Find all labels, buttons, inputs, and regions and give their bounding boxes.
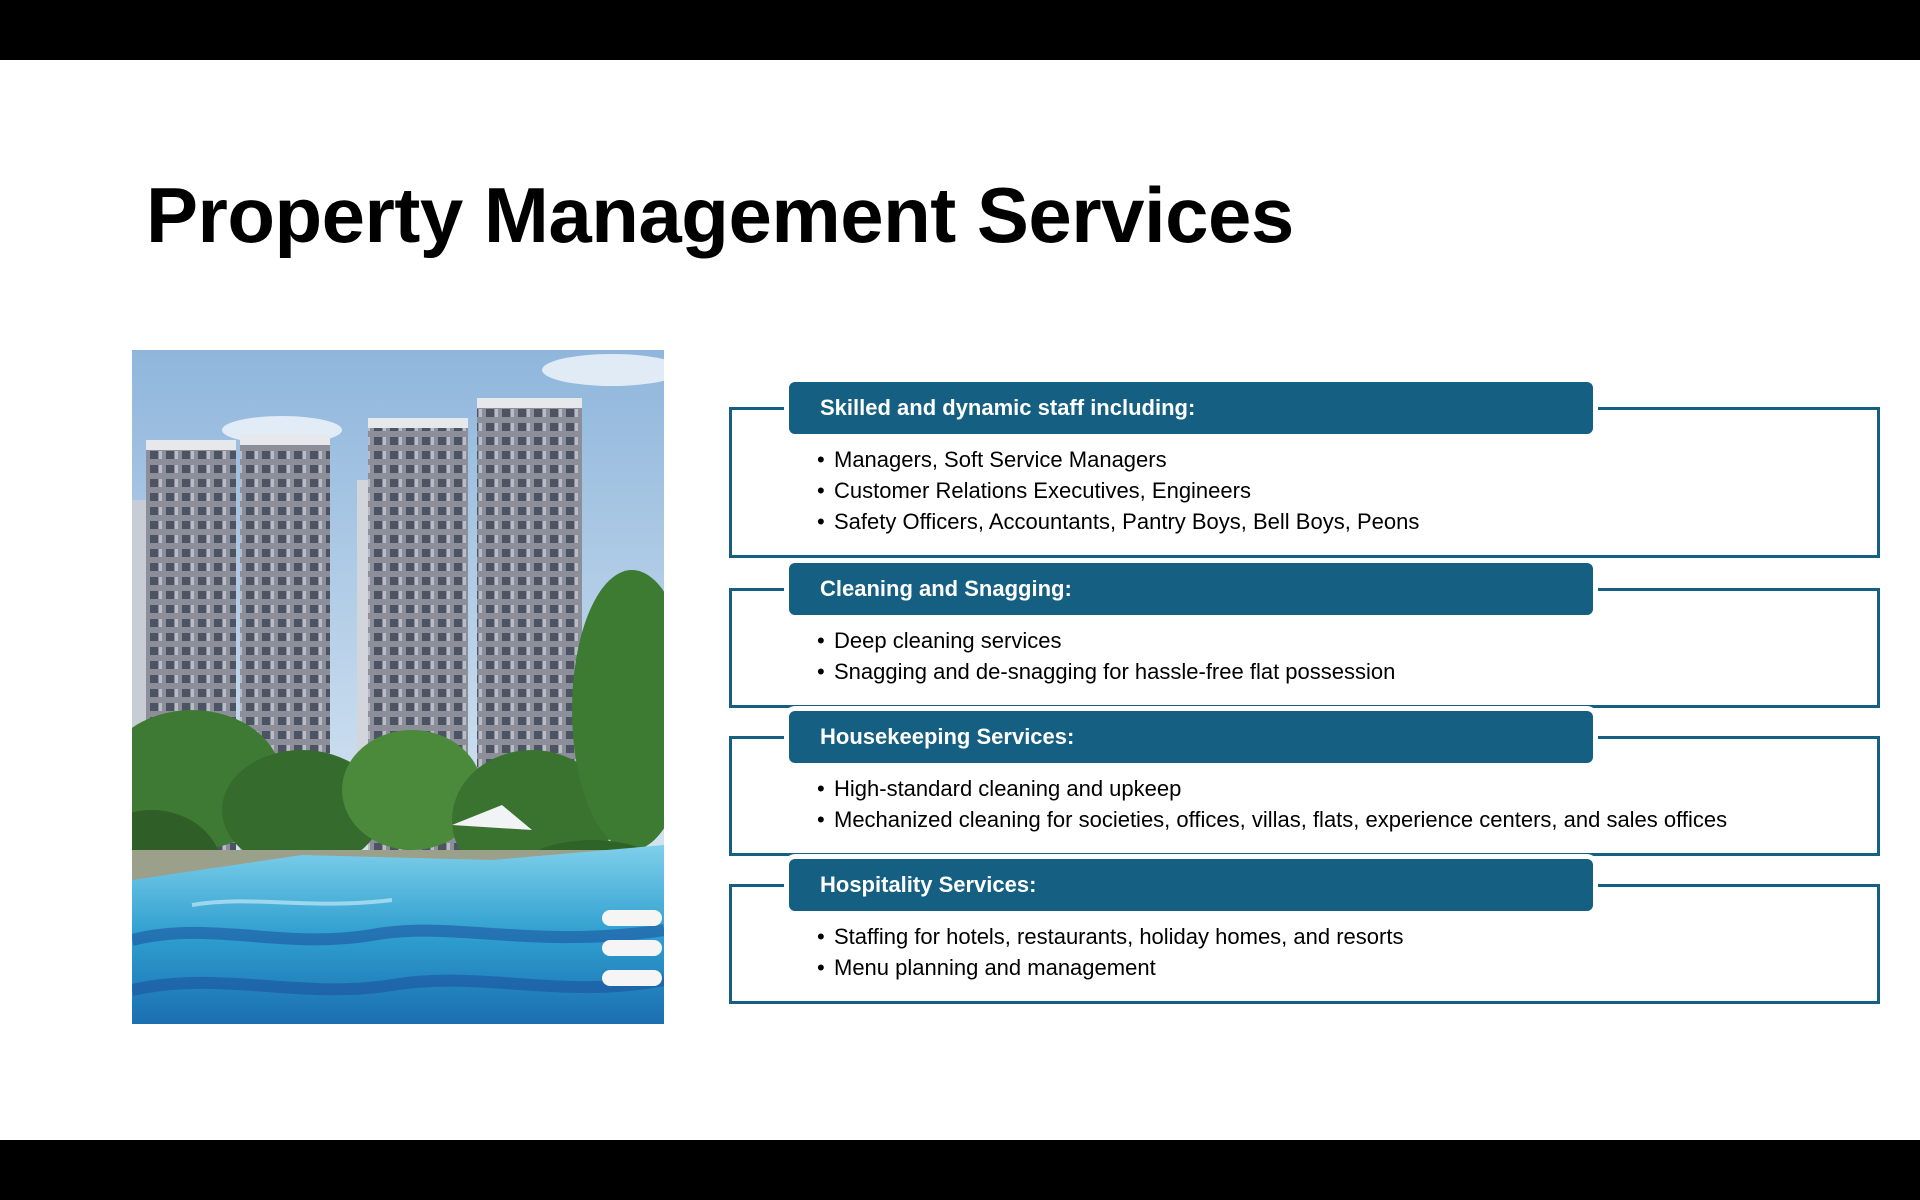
service-heading: Cleaning and Snagging: [789,563,1593,615]
service-heading: Hospitality Services: [789,859,1593,911]
list-item: • Mechanized cleaning for societies, offices, villas, flats, experience centers, and sales offices [817,807,1728,832]
service-items [817,921,1403,983]
service-card-staff [729,382,1883,558]
list-item: • Deep cleaning services [817,628,1062,653]
list-item: • Safety Officers, Accountants, Pantry Boys, Bell Boys, Peons [817,509,1420,534]
list-item: • Snagging and de-snagging for hassle-free flat possession [817,659,1396,684]
list-item: • High-standard cleaning and upkeep [817,776,1182,801]
list-item: • Menu planning and management [817,955,1156,980]
service-items [817,773,1727,835]
slide-title: Property Management Services [146,171,1294,259]
service-items [817,444,1419,537]
list-item: • Customer Relations Executives, Engineers [817,478,1251,503]
letterbox-bottom [0,1140,1920,1200]
list-item: • Staffing for hotels, restaurants, holiday homes, and resorts [817,924,1404,949]
service-heading: Housekeeping Services: [789,711,1593,763]
service-items [817,625,1395,687]
service-card-cleaning [729,563,1883,708]
service-heading: Skilled and dynamic staff including: [789,382,1593,434]
service-card-hospitality [729,859,1883,1004]
property-photo [132,350,664,1024]
slide [0,60,1920,1140]
service-card-housekeeping [729,711,1883,856]
list-item: • Managers, Soft Service Managers [817,447,1167,472]
letterbox-top [0,0,1920,60]
